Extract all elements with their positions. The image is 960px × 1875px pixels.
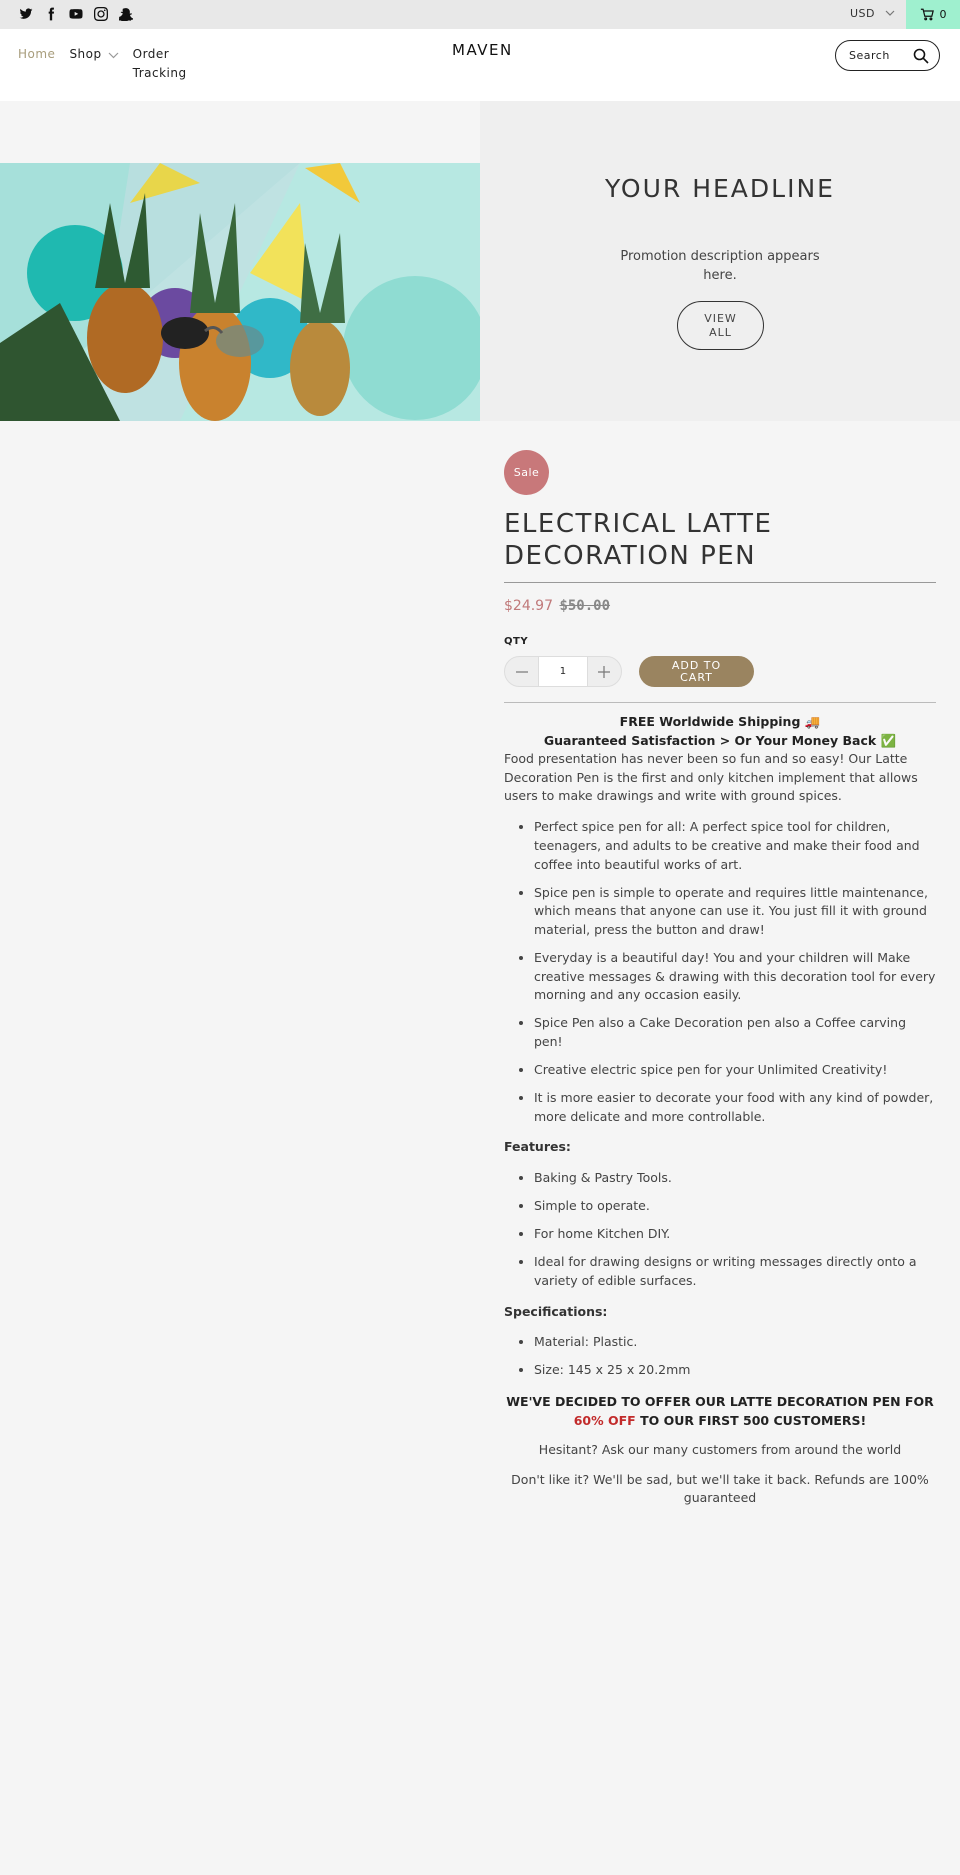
qty-input[interactable]: 1 bbox=[538, 657, 587, 686]
list-item: • Perfect spice pen for all: A perfect spice tool for children, teenagers, and adults to be creative and make their food and coffee into beautiful works of art. bbox=[534, 818, 936, 874]
offer-highlight: 60% OFF bbox=[573, 1412, 636, 1428]
divider bbox=[504, 582, 936, 583]
twitter-icon[interactable] bbox=[18, 6, 34, 22]
list-item: • Material: Plastic. bbox=[534, 1333, 936, 1352]
current-price: $24.97 bbox=[504, 598, 553, 614]
snapchat-icon[interactable] bbox=[118, 6, 134, 22]
currency-label: USD bbox=[850, 7, 876, 20]
view-all-button[interactable]: VIEW ALL bbox=[677, 301, 764, 350]
product-description bbox=[504, 712, 936, 1508]
promo-panel bbox=[480, 101, 960, 421]
cart-button[interactable] bbox=[906, 0, 960, 29]
list-item: • Spice pen is simple to operate and requires little maintenance, which means that anyone can use it. You just fill it with ground material, press the button and draw! bbox=[534, 884, 936, 940]
list-item: • For home Kitchen DIY. bbox=[534, 1225, 936, 1244]
hesitant-text: Hesitant? Ask our many customers from around the world bbox=[538, 1441, 902, 1457]
offer-text bbox=[504, 1392, 936, 1430]
features-list bbox=[534, 1169, 936, 1290]
minus-icon bbox=[515, 665, 529, 679]
intro-paragraph: Food presentation has never been so fun and so easy! Our Latte Decoration Pen is the first and only kitchen implement that allows users to make drawings and write with ground spices. bbox=[504, 751, 918, 804]
list-item: • Simple to operate. bbox=[534, 1197, 936, 1216]
qty-minus-button[interactable] bbox=[505, 657, 538, 686]
qty-label: QTY bbox=[504, 636, 529, 647]
price bbox=[504, 598, 610, 614]
list-item: • Everyday is a beautiful day! You and your children will Make creative messages & drawing with this decoration tool for every morning and any occasion easily. bbox=[534, 949, 936, 1005]
list-item: • Creative electric spice pen for your Unlimited Creativity! bbox=[534, 1061, 936, 1080]
product-title: ELECTRICAL LATTE DECORATION PEN bbox=[504, 509, 773, 571]
nav-shop[interactable] bbox=[69, 47, 118, 83]
facebook-icon[interactable] bbox=[43, 6, 59, 22]
promo-description: Promotion description appears here. bbox=[620, 249, 820, 283]
specs-list bbox=[534, 1333, 936, 1380]
chevron-down-icon bbox=[108, 52, 119, 59]
add-to-cart-button[interactable]: ADD TO CART bbox=[639, 656, 754, 687]
currency-selector[interactable] bbox=[850, 7, 895, 20]
sale-badge: Sale bbox=[504, 450, 549, 495]
shipping-line: FREE Worldwide Shipping 🚚 bbox=[619, 714, 821, 729]
youtube-icon[interactable] bbox=[68, 6, 84, 22]
top-bar bbox=[0, 0, 960, 29]
features-heading: Features: bbox=[504, 1139, 571, 1155]
search-icon[interactable] bbox=[913, 48, 929, 64]
cart-count: 0 bbox=[939, 8, 947, 21]
pineapple-party-illustration bbox=[0, 163, 480, 421]
plus-icon bbox=[597, 665, 611, 679]
site-logo[interactable]: MAVEN bbox=[452, 41, 513, 59]
nav-shop-label: Shop bbox=[69, 47, 102, 61]
nav-order-tracking[interactable]: Order Tracking bbox=[132, 47, 187, 80]
specs-heading: Specifications: bbox=[504, 1303, 608, 1319]
promo-headline: YOUR HEADLINE bbox=[605, 174, 835, 203]
qty-plus-button[interactable] bbox=[588, 657, 621, 686]
refund-text: Don't like it? We'll be sad, but we'll take it back. Refunds are 100% guaranteed bbox=[511, 1471, 929, 1506]
cart-icon bbox=[920, 8, 934, 21]
main-nav bbox=[18, 47, 193, 83]
list-item: • Spice Pen also a Cake Decoration pen also a Coffee carving pen! bbox=[534, 1014, 936, 1051]
guarantee-line: Guaranteed Satisfaction > Or Your Money Back ✅ bbox=[543, 733, 897, 748]
hero-image bbox=[0, 163, 480, 421]
chevron-down-icon bbox=[885, 10, 895, 17]
list-item: • Baking & Pastry Tools. bbox=[534, 1169, 936, 1188]
offer-line-1: WE'VE DECIDED TO OFFER OUR LATTE DECORATION PEN FOR bbox=[506, 1393, 934, 1409]
site-header bbox=[0, 29, 960, 101]
quantity-stepper bbox=[504, 656, 622, 687]
search-input[interactable] bbox=[835, 40, 940, 71]
list-item: • Size: 145 x 25 x 20.2mm bbox=[534, 1361, 936, 1380]
nav-home[interactable]: Home bbox=[18, 47, 56, 61]
benefit-list bbox=[534, 818, 936, 1126]
search-placeholder: Search bbox=[849, 49, 890, 62]
divider bbox=[504, 702, 936, 703]
list-item: • Ideal for drawing designs or writing messages directly onto a variety of edible surfaces. bbox=[534, 1253, 936, 1290]
list-item: • It is more easier to decorate your food with any kind of powder, more delicate and more controllable. bbox=[534, 1089, 936, 1126]
offer-line-2: TO OUR FIRST 500 CUSTOMERS! bbox=[635, 1412, 867, 1428]
compare-price: $50.00 bbox=[559, 598, 611, 614]
instagram-icon[interactable] bbox=[93, 6, 109, 22]
social-links bbox=[18, 6, 134, 22]
